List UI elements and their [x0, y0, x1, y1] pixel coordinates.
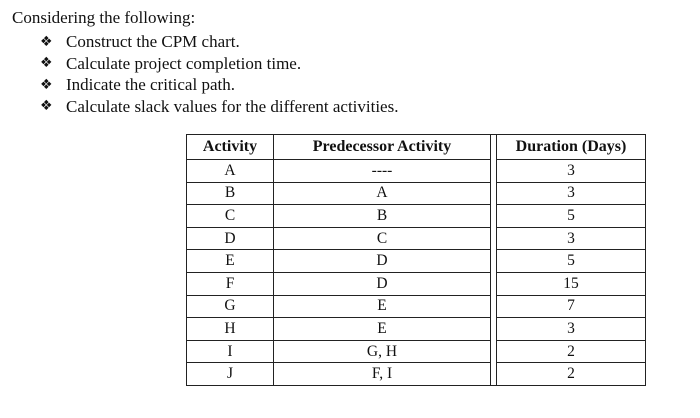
predecessor-cell: G, H [274, 340, 491, 363]
duration-cell: 7 [497, 295, 646, 318]
table-row [187, 340, 646, 363]
activity-cell: D [187, 227, 274, 250]
header-predecessor: Predecessor Activity [274, 135, 491, 160]
duration-cell: 3 [497, 182, 646, 205]
table-row [187, 272, 646, 295]
activity-cell: B [187, 182, 274, 205]
intro-text: Considering the following: [12, 8, 196, 27]
activity-cell: G [187, 295, 274, 318]
duration-cell: 3 [497, 318, 646, 341]
activity-cell: E [187, 250, 274, 273]
task-list [40, 31, 398, 117]
table-row [187, 227, 646, 250]
duration-cell: 5 [497, 205, 646, 228]
predecessor-cell: ---- [274, 160, 491, 183]
duration-cell: 3 [497, 227, 646, 250]
table-row [187, 363, 646, 386]
activity-cell: J [187, 363, 274, 386]
duration-cell: 2 [497, 340, 646, 363]
task-text: Calculate slack values for the different activities. [66, 96, 399, 116]
activity-cell: I [187, 340, 274, 363]
table-row [187, 318, 646, 341]
activity-cell: F [187, 272, 274, 295]
diamond-bullet-icon: ❖ [40, 55, 53, 72]
predecessor-cell: B [274, 205, 491, 228]
duration-cell: 3 [497, 160, 646, 183]
duration-cell: 15 [497, 272, 646, 295]
task-item [40, 31, 398, 53]
predecessor-cell: C [274, 227, 491, 250]
header-activity: Activity [187, 135, 274, 160]
predecessor-cell: F, I [274, 363, 491, 386]
table-row [187, 160, 646, 183]
table-row [187, 205, 646, 228]
diamond-bullet-icon: ❖ [40, 76, 53, 93]
duration-cell: 5 [497, 250, 646, 273]
predecessor-cell: D [274, 272, 491, 295]
task-item [40, 53, 398, 75]
activity-cell: C [187, 205, 274, 228]
header-duration: Duration (Days) [497, 135, 646, 160]
task-text: Indicate the critical path. [66, 75, 235, 94]
task-item [40, 74, 398, 96]
table-row [187, 250, 646, 273]
table-header-row [187, 135, 646, 160]
task-text: Calculate project completion time. [66, 53, 302, 73]
diamond-bullet-icon: ❖ [40, 33, 53, 50]
activity-cell: H [187, 318, 274, 341]
predecessor-cell: E [274, 295, 491, 318]
activity-cell: A [187, 160, 274, 183]
predecessor-cell: A [274, 182, 491, 205]
table-body [187, 160, 646, 386]
activity-table [186, 134, 646, 386]
table-row [187, 295, 646, 318]
predecessor-cell: D [274, 250, 491, 273]
predecessor-cell: E [274, 318, 491, 341]
task-item [40, 96, 398, 118]
table-row [187, 182, 646, 205]
duration-cell: 2 [497, 363, 646, 386]
diamond-bullet-icon: ❖ [40, 98, 53, 115]
task-text: Construct the CPM chart. [66, 32, 240, 51]
